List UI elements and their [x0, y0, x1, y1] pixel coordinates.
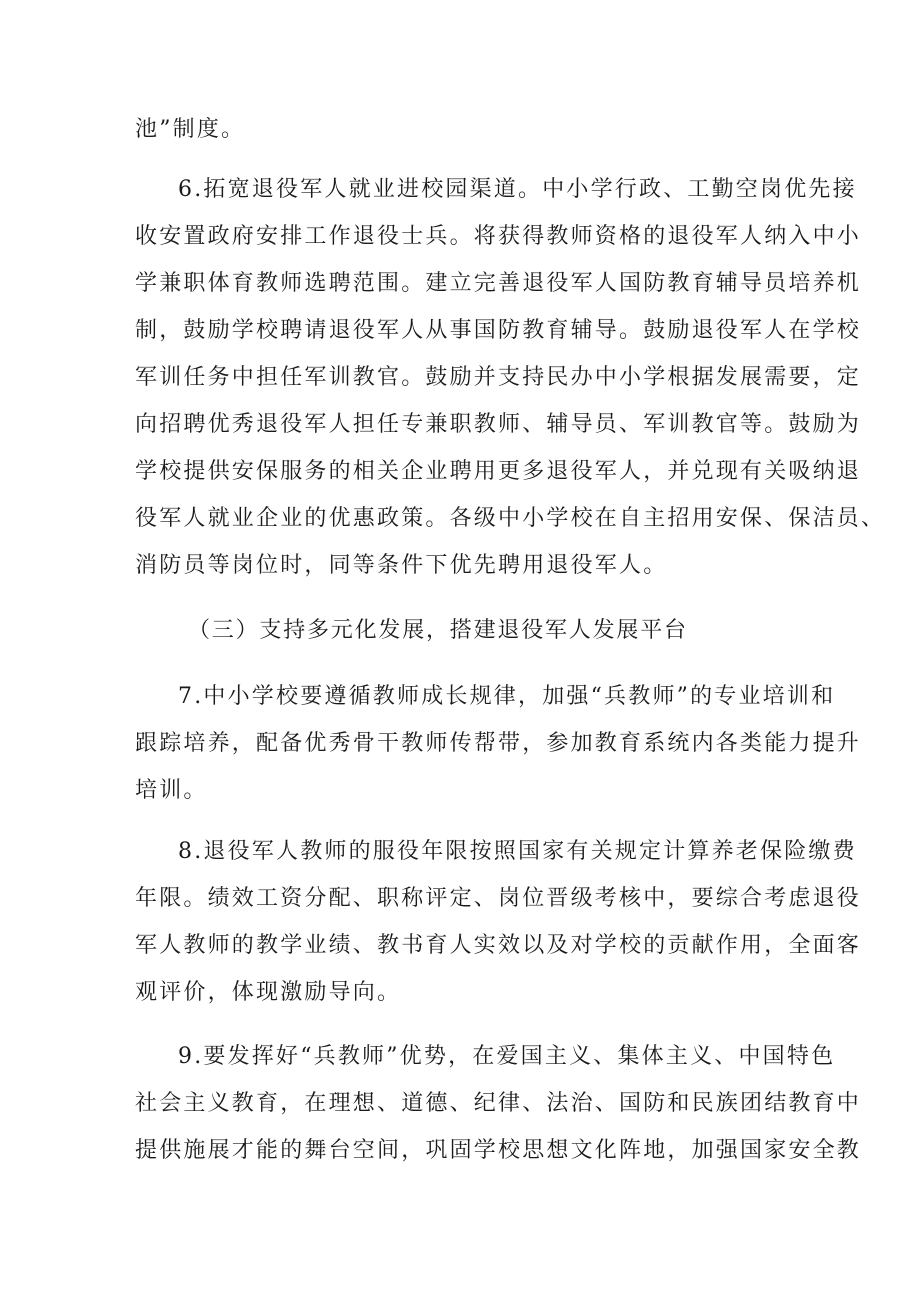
item9-line-2: 社会主义教育，在理想、道德、纪律、法治、国防和民族团结教育中 [135, 1091, 862, 1116]
item8-line-2: 年限。绩效工资分配、职称评定、岗位晋级考核中，要综合考虑退役 [135, 886, 862, 911]
section-heading: （三）支持多元化发展，搭建退役军人发展平台 [188, 618, 688, 643]
item6-line-3: 学兼职体育教师选聘范围。建立完善退役军人国防教育辅导员培养机 [135, 271, 862, 296]
item7-line-2: 跟踪培养，配备优秀骨干教师传帮带，参加教育系统内各类能力提升 [135, 731, 862, 756]
item6-line-7: 学校提供安保服务的相关企业聘用更多退役军人，并兑现有关吸纳退 [135, 459, 862, 484]
item6-line-9: 消防员等岗位时，同等条件下优先聘用退役军人。 [135, 553, 668, 578]
item9-line-3: 提供施展才能的舞台空间，巩固学校思想文化阵地，加强国家安全教 [135, 1138, 862, 1163]
item6-line-5: 军训任务中担任军训教官。鼓励并支持民办中小学根据发展需要，定 [135, 365, 862, 390]
item6-line-1: 6.拓宽退役军人就业进校园渠道。中小学行政、工勤空岗优先接 [178, 177, 857, 202]
item6-line-8: 役军人就业企业的优惠政策。各级中小学校在自主招用安保、保洁员、 [135, 506, 886, 531]
item7-line-3: 培训。 [135, 778, 208, 803]
item8-line-1: 8.退役军人教师的服役年限按照国家有关规定计算养老保险缴费 [178, 839, 857, 864]
item8-line-3: 军人教师的教学业绩、教书育人实效以及对学校的贡献作用，全面客 [135, 933, 862, 958]
item9-line-1: 9.要发挥好“兵教师”优势，在爱国主义、集体主义、中国特色 [178, 1044, 836, 1069]
item6-line-4: 制，鼓励学校聘请退役军人从事国防教育辅导。鼓励退役军人在学校 [135, 318, 862, 343]
item6-line-6: 向招聘优秀退役军人担任专兼职教师、辅导员、军训教官等。鼓励为 [135, 412, 862, 437]
continuation-line: 池”制度。 [135, 117, 246, 142]
item7-line-1: 7.中小学校要遵循教师成长规律，加强“兵教师”的专业培训和 [178, 684, 836, 709]
item6-line-2: 收安置政府安排工作退役士兵。将获得教师资格的退役军人纳入中小 [135, 224, 862, 249]
item8-line-4: 观评价，体现激励导向。 [135, 980, 402, 1005]
